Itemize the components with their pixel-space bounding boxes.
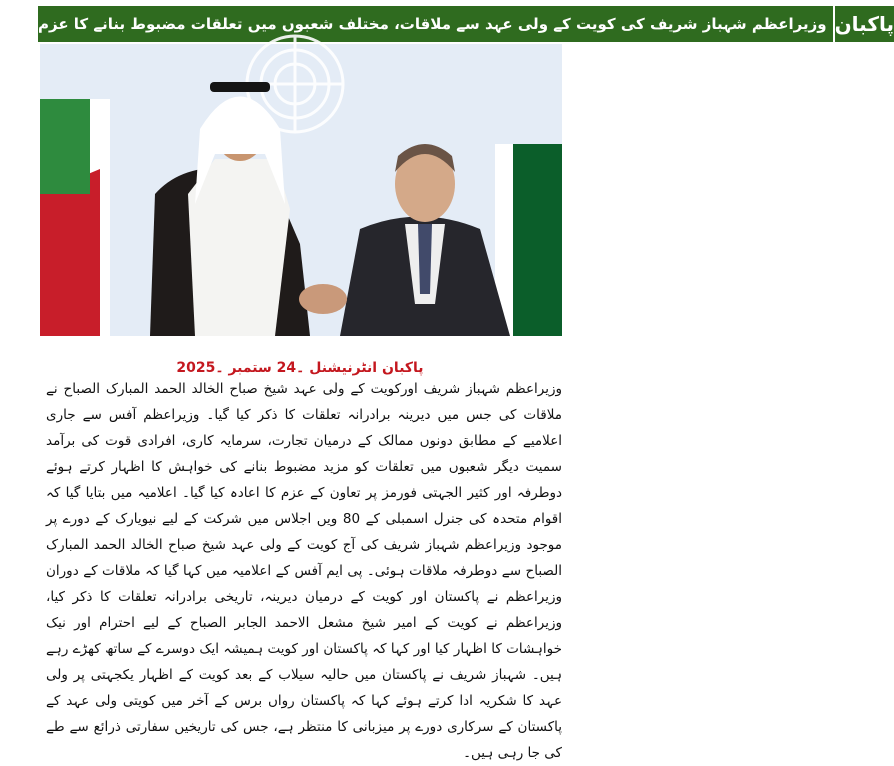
handshake [299, 284, 347, 314]
article-body: وزیراعظم شہباز شریف اورکویت کے ولی عہد شیخ صباح الخالد الحمد المبارک الصباح نے ملاقات کی جس میں دیرینہ برادرانہ تعلقات کا ذکر کیا گیا۔ وزیراعظم آفس سے جاری اعلامیے کے مطابق دونوں ممالک کے درمیان تجارت، سرمایہ کاری، افرادی قوت کی برآمد سمیت دیگر شعبوں میں تعلقات کو مزید مضبوط بنانے کی خواہش کا اظہار کرتے ہوئے دوطرفہ اور کثیر الجہتی فورمز پر تعاون کے عزم کا اعادہ کیا گیا۔ اعلامیہ میں بتایا گیا کہ اقوام متحدہ کی جنرل اسمبلی کے 80 ویں اجلاس میں شرکت کے لیے نیویارک کے دورے پر موجود وزیراعظم شہباز شریف کی آج کویت کے ولی عہد شیخ صباح الخالد الحمد المبارک الصباح سے دوطرفہ ملاقات ہوئی۔ پی ایم آفس کے اعلامیہ میں کہا گیا کہ ملاقات کے دوران وزیراعظم نے پاکستان اور کویت کے درمیان دیرینہ، تاریخی برادرانہ تعلقات کا ذکر کیا، وزیراعظم نے کویت کے امیر شیخ مشعل الاحمد الجابر الصباح کے لیے احترام اور نیک خواہشات کا اظہار کیا اور کہا کہ پاکستان اور کویت ہمیشہ ایک دوسرے کے ساتھ کھڑے رہے ہیں۔ شہباز شریف نے پاکستان میں حالیہ سیلاب کے بعد کویت کے اظہار یکجہتی پر ولی عہد کا شکریہ ادا کرتے ہوئے کہا کہ پاکستان رواں برس کے آخر میں کویتی ولی عہد کے پاکستان کے سرکاری دورے پر میزبانی کا منتظر ہے، جس کی تاریخیں سفارتی ذرائع سے طے کی جا رہی ہیں۔ [46, 381, 563, 761]
pakistan-flag [495, 144, 562, 336]
brand-logo: پاکبان [833, 6, 894, 42]
dateline: پاکبان انٹرنیشنل ۔24 ستمبر ۔2025 [176, 360, 424, 376]
news-photo [40, 44, 562, 336]
headline: وزیراعظم شہباز شریف کی کویت کے ولی عہد سے ملاقات، مختلف شعبوں میں تعلقات مضبوط بنانے کا عزم [38, 6, 833, 42]
kuwait-flag [40, 99, 110, 336]
